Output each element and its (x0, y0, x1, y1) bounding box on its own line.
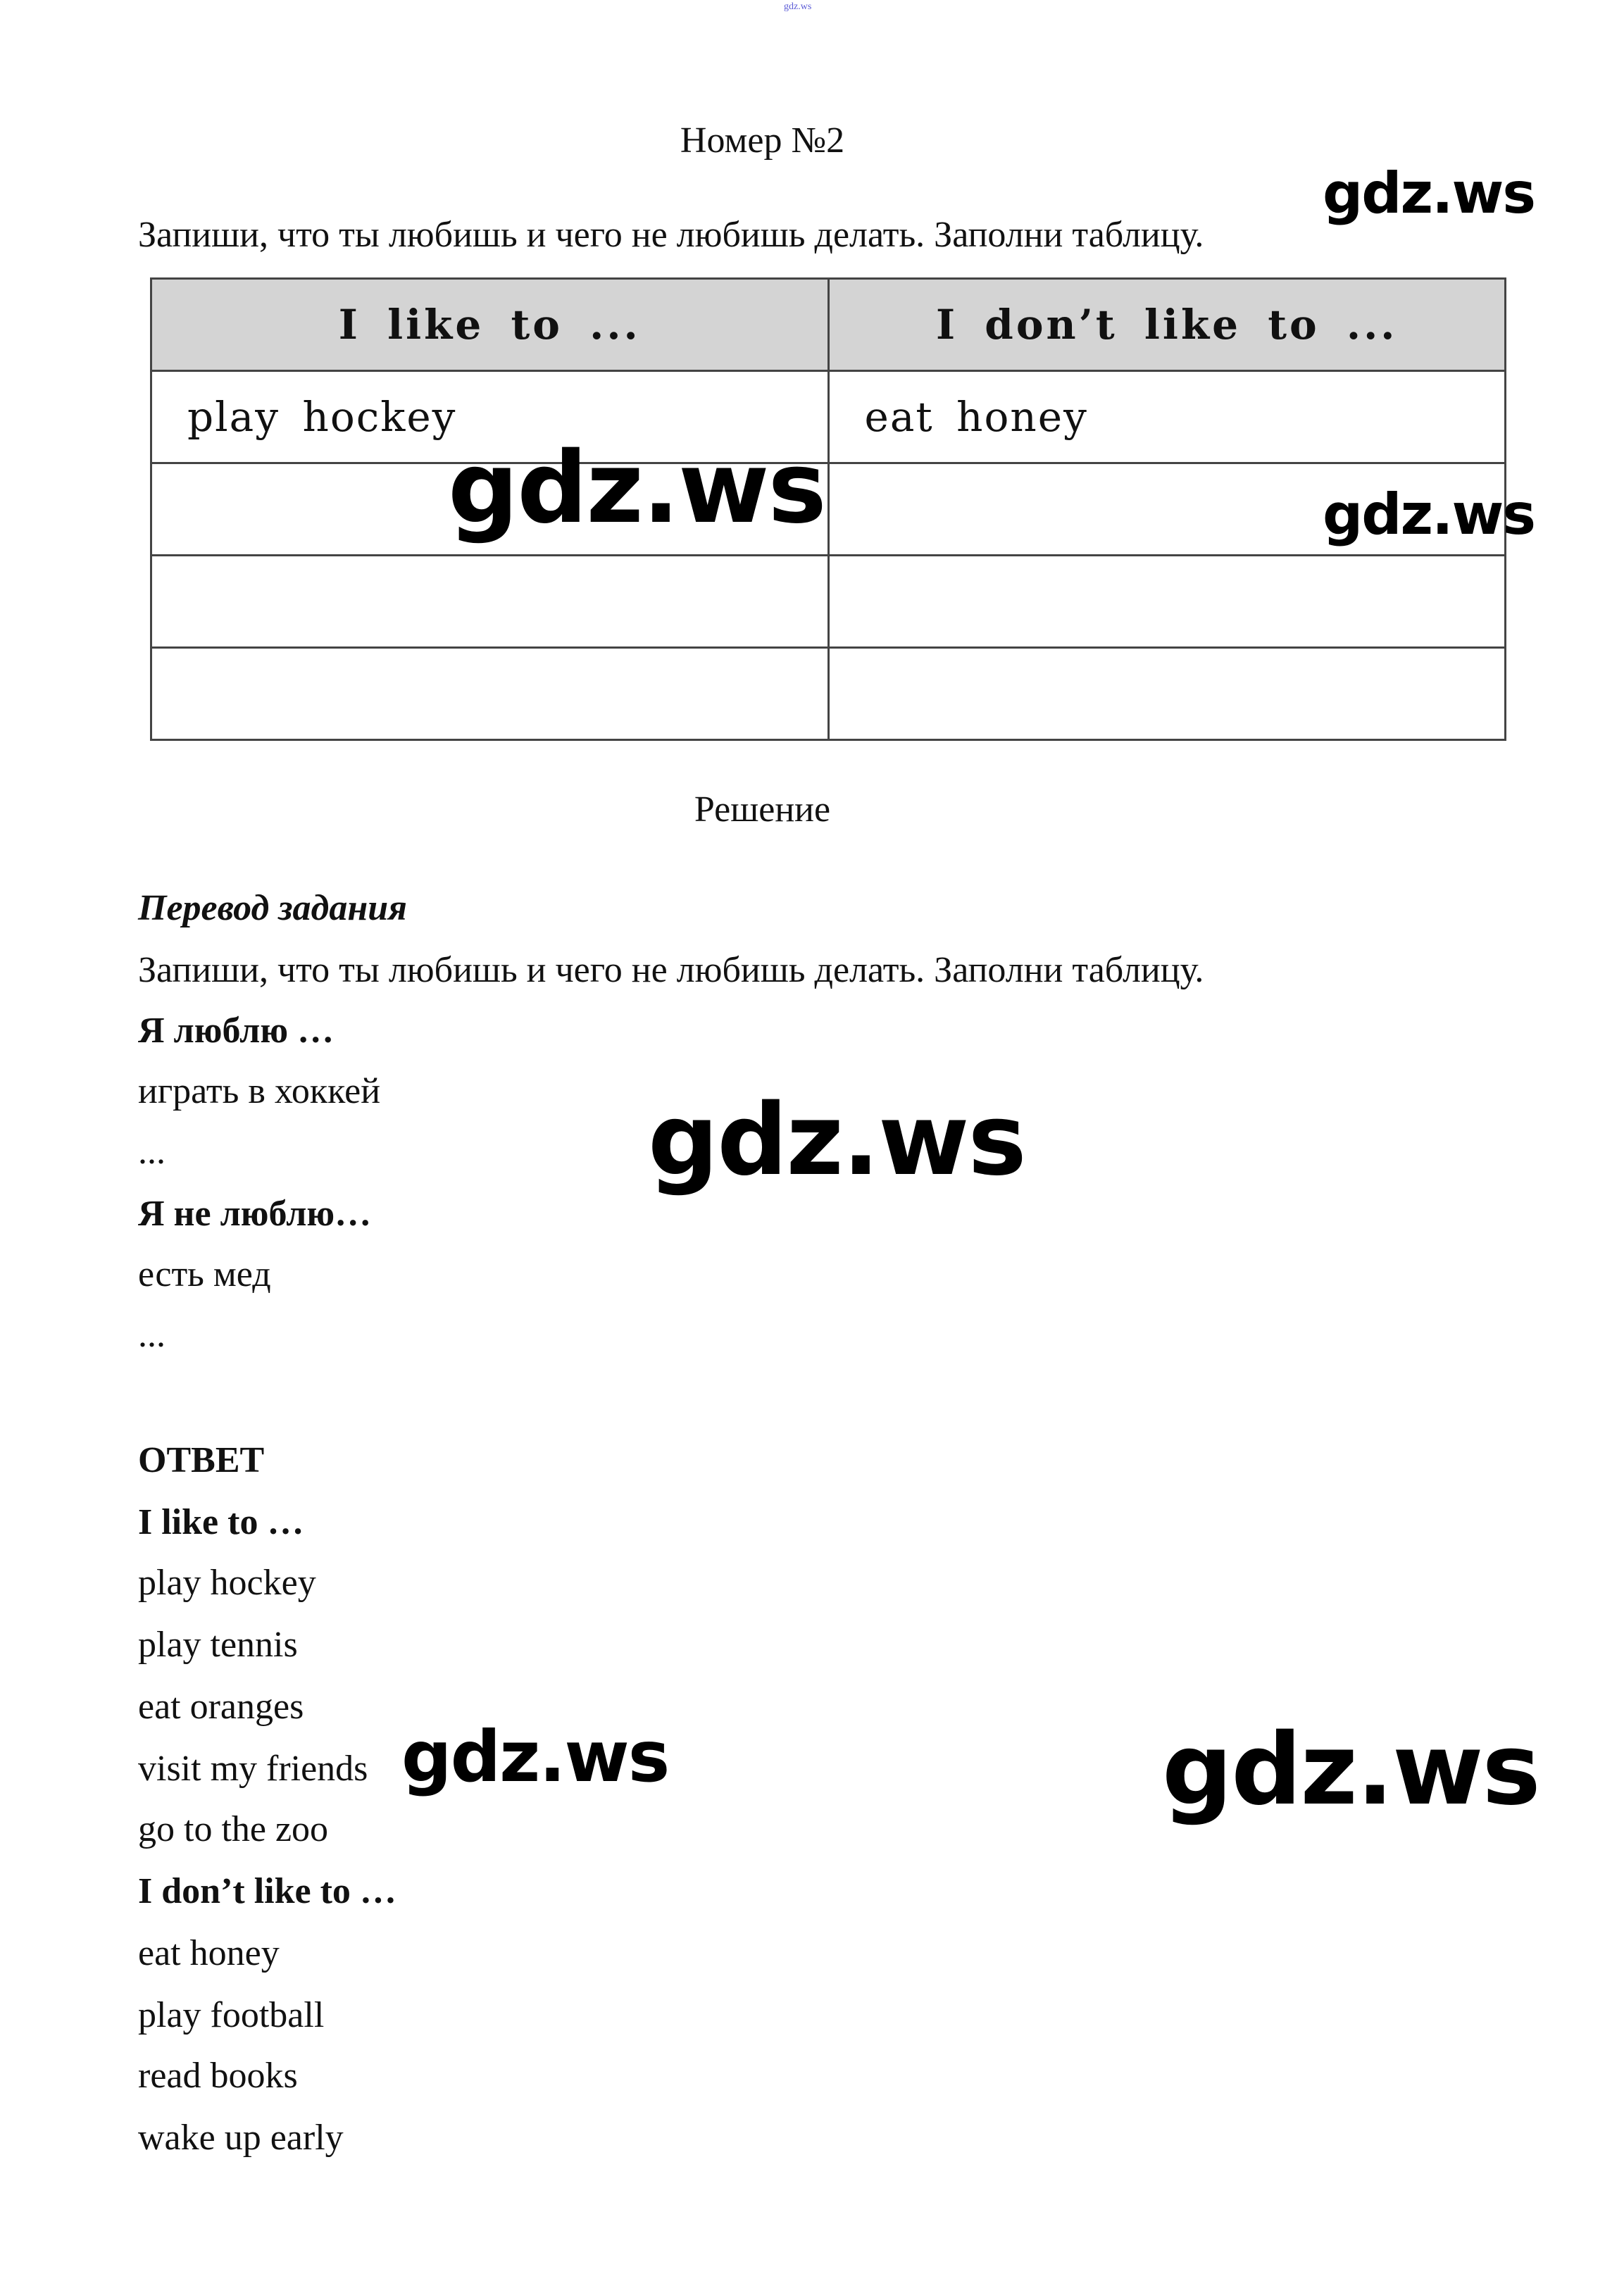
list-item: eat honey (138, 1933, 280, 1973)
watermark: gdz.ws (1323, 161, 1535, 226)
table-row (151, 463, 1506, 556)
task-table (150, 277, 1506, 741)
list-item: есть мед (138, 1254, 271, 1294)
table-cell (151, 648, 829, 740)
table-cell (828, 556, 1506, 648)
answer-dislike-heading: I don’t like to … (138, 1871, 396, 1911)
watermark: gdz.ws (401, 1716, 669, 1798)
header-dislike: I don’t like to ... (828, 279, 1506, 371)
list-item: visit my friends (138, 1749, 368, 1789)
table-cell (151, 556, 829, 648)
answer-like-heading: I like to … (138, 1502, 304, 1542)
list-item: play tennis (138, 1625, 298, 1665)
solution-title: Решение (694, 789, 831, 830)
top-watermark: gdz.ws (784, 1, 812, 12)
header-like: I like to ... (151, 279, 829, 371)
list-item: read books (138, 2056, 298, 2096)
answer-title: ОТВЕТ (138, 1440, 265, 1480)
list-item: play football (138, 1995, 325, 2035)
list-item: ... (138, 1132, 165, 1172)
watermark: gdz.ws (448, 431, 825, 546)
watermark: gdz.ws (648, 1083, 1025, 1198)
translation-dislike-heading: Я не люблю… (138, 1194, 372, 1234)
table-cell: play hockey (151, 371, 829, 463)
translation-like-heading: Я люблю … (138, 1011, 335, 1051)
list-item: play hockey (138, 1563, 316, 1603)
translation-title: Перевод задания (138, 888, 407, 928)
watermark: gdz.ws (1162, 1713, 1539, 1827)
watermark: gdz.ws (1323, 482, 1535, 547)
list-item: играть в хоккей (138, 1071, 381, 1111)
task-instruction: Запиши, что ты любишь и чего не любишь делать. Заполни таблицу. (138, 215, 1204, 255)
table-cell: eat honey (828, 371, 1506, 463)
table-cell (828, 648, 1506, 740)
list-item: ... (138, 1315, 165, 1355)
translation-instruction: Запиши, что ты любишь и чего не любишь делать. Заполни таблицу. (138, 950, 1204, 990)
table-row (151, 648, 1506, 740)
table-row (151, 371, 1506, 463)
list-item: eat oranges (138, 1687, 304, 1727)
list-item: wake up early (138, 2118, 344, 2158)
table-row (151, 556, 1506, 648)
list-item: go to the zoo (138, 1809, 329, 1849)
table-header-row (151, 279, 1506, 371)
page-title: Номер №2 (680, 120, 845, 161)
